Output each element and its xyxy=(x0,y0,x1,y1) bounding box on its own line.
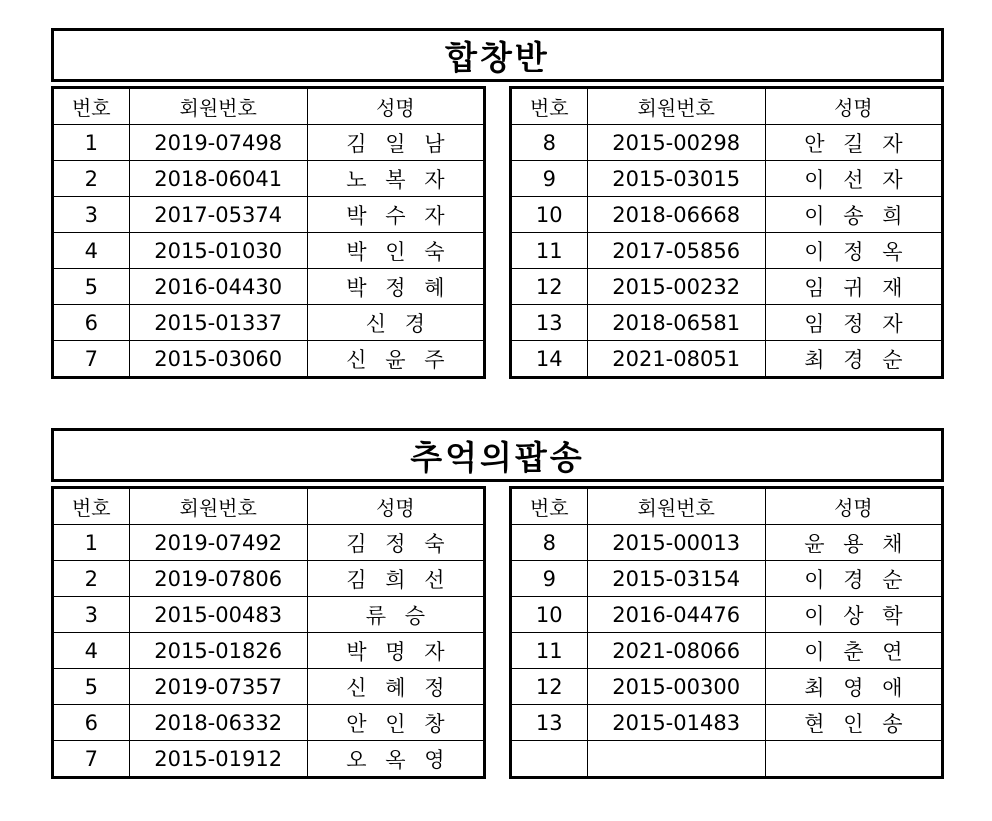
table-row xyxy=(53,525,485,561)
cell-no: 13 xyxy=(511,705,588,741)
header-member-id: 회원번호 xyxy=(587,88,765,125)
roster-table-left xyxy=(51,86,486,379)
cell-member-id: 2015-00300 xyxy=(587,669,765,705)
header-no: 번호 xyxy=(53,88,130,125)
cell-name xyxy=(765,741,942,778)
cell-name: 안 길 자 xyxy=(765,125,942,161)
cell-name: 박 정 혜 xyxy=(307,269,484,305)
table-row xyxy=(511,233,943,269)
cell-member-id: 2021-08066 xyxy=(587,633,765,669)
table-row xyxy=(511,125,943,161)
cell-no: 13 xyxy=(511,305,588,341)
cell-name: 김 정 숙 xyxy=(307,525,484,561)
cell-name: 최 영 애 xyxy=(765,669,942,705)
table-row xyxy=(53,341,485,378)
table-row xyxy=(511,669,943,705)
cell-name: 이 상 학 xyxy=(765,597,942,633)
cell-member-id: 2015-01483 xyxy=(587,705,765,741)
cell-member-id: 2017-05856 xyxy=(587,233,765,269)
cell-no: 9 xyxy=(511,561,588,597)
cell-name: 윤 용 채 xyxy=(765,525,942,561)
table-row xyxy=(511,269,943,305)
roster-table-right xyxy=(509,486,944,779)
cell-no: 11 xyxy=(511,633,588,669)
cell-member-id: 2019-07492 xyxy=(129,525,307,561)
cell-member-id: 2017-05374 xyxy=(129,197,307,233)
cell-member-id: 2019-07498 xyxy=(129,125,307,161)
cell-member-id: 2015-01826 xyxy=(129,633,307,669)
cell-name: 이 선 자 xyxy=(765,161,942,197)
cell-no: 1 xyxy=(53,525,130,561)
header-no: 번호 xyxy=(53,488,130,525)
cell-name: 신 경 xyxy=(307,305,484,341)
table-row xyxy=(53,197,485,233)
table-header-row xyxy=(511,488,943,525)
cell-member-id: 2016-04476 xyxy=(587,597,765,633)
table-row xyxy=(53,125,485,161)
cell-name: 김 희 선 xyxy=(307,561,484,597)
table-header-row xyxy=(53,88,485,125)
cell-name: 이 춘 연 xyxy=(765,633,942,669)
cell-no: 11 xyxy=(511,233,588,269)
header-name: 성명 xyxy=(307,488,484,525)
cell-member-id: 2015-01337 xyxy=(129,305,307,341)
cell-name: 류 승 xyxy=(307,597,484,633)
cell-no: 12 xyxy=(511,669,588,705)
table-row xyxy=(53,233,485,269)
cell-no: 4 xyxy=(53,233,130,269)
table-row xyxy=(511,597,943,633)
section-choir xyxy=(51,28,944,385)
cell-name: 임 정 자 xyxy=(765,305,942,341)
cell-no: 6 xyxy=(53,705,130,741)
table-row xyxy=(511,705,943,741)
table-row xyxy=(53,669,485,705)
header-name: 성명 xyxy=(765,488,942,525)
header-no: 번호 xyxy=(511,88,588,125)
header-member-id: 회원번호 xyxy=(129,488,307,525)
table-row xyxy=(511,341,943,378)
table-row xyxy=(53,597,485,633)
table-row xyxy=(511,305,943,341)
cell-member-id: 2018-06041 xyxy=(129,161,307,197)
header-member-id: 회원번호 xyxy=(129,88,307,125)
table-row xyxy=(53,633,485,669)
cell-name: 신 혜 정 xyxy=(307,669,484,705)
table-header-row xyxy=(511,88,943,125)
cell-name: 김 일 남 xyxy=(307,125,484,161)
section-pop-songs xyxy=(51,428,944,785)
cell-member-id: 2015-00298 xyxy=(587,125,765,161)
roster-table-right xyxy=(509,86,944,379)
cell-name: 박 수 자 xyxy=(307,197,484,233)
cell-member-id: 2015-00483 xyxy=(129,597,307,633)
cell-member-id: 2019-07806 xyxy=(129,561,307,597)
section-title: 합창반 xyxy=(51,28,944,82)
table-row xyxy=(511,161,943,197)
cell-member-id: 2015-01912 xyxy=(129,741,307,778)
cell-name: 현 인 송 xyxy=(765,705,942,741)
table-header-row xyxy=(53,488,485,525)
table-row xyxy=(53,741,485,778)
cell-no: 14 xyxy=(511,341,588,378)
cell-no: 3 xyxy=(53,597,130,633)
cell-no: 10 xyxy=(511,197,588,233)
cell-no: 10 xyxy=(511,597,588,633)
table-row xyxy=(53,161,485,197)
cell-no: 7 xyxy=(53,341,130,378)
cell-member-id: 2018-06668 xyxy=(587,197,765,233)
section-title: 추억의팝송 xyxy=(51,428,944,482)
table-row xyxy=(53,305,485,341)
cell-no: 3 xyxy=(53,197,130,233)
cell-no: 1 xyxy=(53,125,130,161)
cell-name: 노 복 자 xyxy=(307,161,484,197)
header-name: 성명 xyxy=(307,88,484,125)
cell-no: 2 xyxy=(53,561,130,597)
cell-no xyxy=(511,741,588,778)
header-name: 성명 xyxy=(765,88,942,125)
table-row xyxy=(511,741,943,778)
table-row xyxy=(53,705,485,741)
header-no: 번호 xyxy=(511,488,588,525)
cell-member-id: 2015-03015 xyxy=(587,161,765,197)
table-row xyxy=(53,269,485,305)
cell-member-id: 2015-01030 xyxy=(129,233,307,269)
cell-name: 오 옥 영 xyxy=(307,741,484,778)
cell-member-id: 2015-03154 xyxy=(587,561,765,597)
table-row xyxy=(511,561,943,597)
cell-name: 최 경 순 xyxy=(765,341,942,378)
table-row xyxy=(511,633,943,669)
cell-no: 8 xyxy=(511,525,588,561)
cell-no: 4 xyxy=(53,633,130,669)
cell-name: 임 귀 재 xyxy=(765,269,942,305)
cell-member-id: 2015-00013 xyxy=(587,525,765,561)
cell-name: 이 경 순 xyxy=(765,561,942,597)
cell-no: 12 xyxy=(511,269,588,305)
table-row xyxy=(511,525,943,561)
table-row xyxy=(511,197,943,233)
cell-member-id: 2019-07357 xyxy=(129,669,307,705)
cell-no: 6 xyxy=(53,305,130,341)
roster-table-left xyxy=(51,486,486,779)
cell-name: 신 윤 주 xyxy=(307,341,484,378)
cell-member-id: 2015-00232 xyxy=(587,269,765,305)
cell-name: 박 명 자 xyxy=(307,633,484,669)
cell-no: 5 xyxy=(53,269,130,305)
cell-member-id: 2016-04430 xyxy=(129,269,307,305)
cell-member-id: 2015-03060 xyxy=(129,341,307,378)
cell-no: 8 xyxy=(511,125,588,161)
header-member-id: 회원번호 xyxy=(587,488,765,525)
cell-name: 이 송 희 xyxy=(765,197,942,233)
cell-member-id: 2018-06581 xyxy=(587,305,765,341)
cell-no: 7 xyxy=(53,741,130,778)
cell-name: 이 정 옥 xyxy=(765,233,942,269)
cell-name: 박 인 숙 xyxy=(307,233,484,269)
cell-name: 안 인 창 xyxy=(307,705,484,741)
table-row xyxy=(53,561,485,597)
cell-member-id xyxy=(587,741,765,778)
cell-no: 2 xyxy=(53,161,130,197)
cell-no: 9 xyxy=(511,161,588,197)
cell-member-id: 2021-08051 xyxy=(587,341,765,378)
cell-no: 5 xyxy=(53,669,130,705)
cell-member-id: 2018-06332 xyxy=(129,705,307,741)
